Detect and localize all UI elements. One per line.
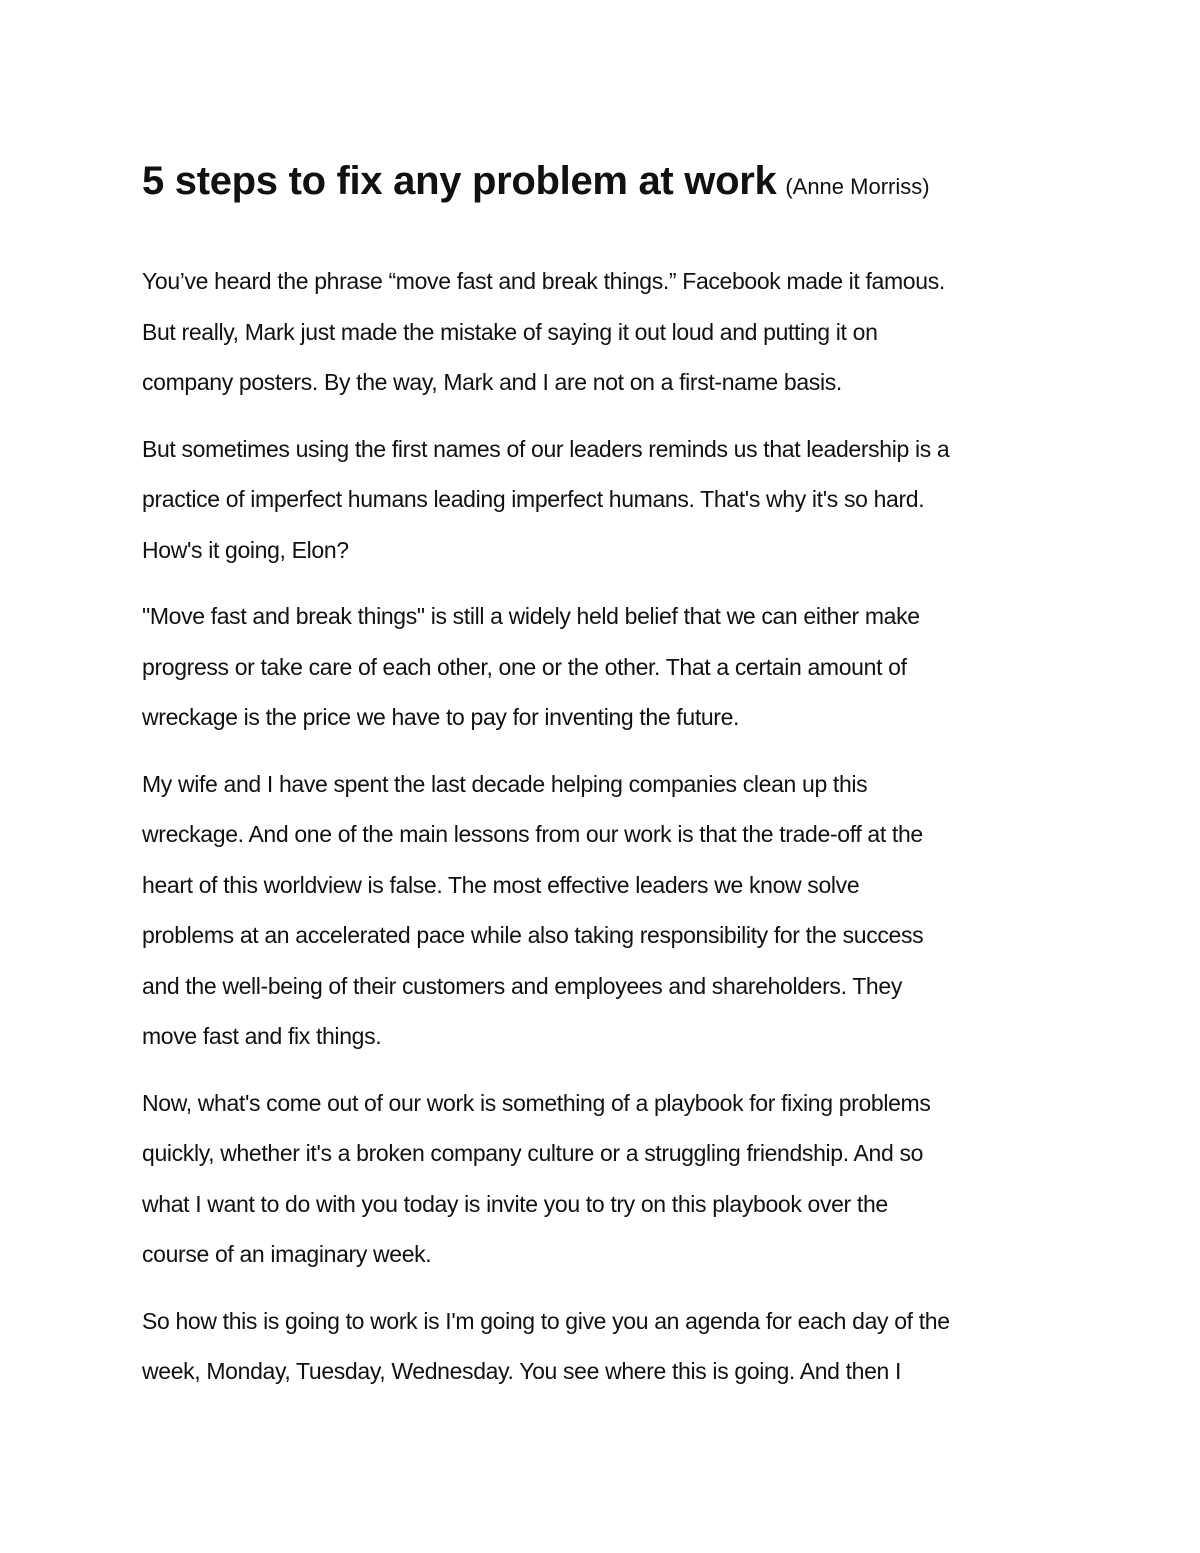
text-line: company posters. By the way, Mark and I are not on a first-name basis. (142, 369, 842, 395)
text-line: move fast and fix things. (142, 1023, 382, 1049)
text-line: quickly, whether it's a broken company culture or a struggling friendship. And so (142, 1140, 924, 1166)
text-line: But sometimes using the first names of our leaders reminds us that leadership is a (142, 435, 950, 462)
text-line: and the well-being of their customers and employees and shareholders. They (142, 972, 902, 999)
paragraph-2 (142, 424, 1072, 576)
text-line: But really, Mark just made the mistake of saying it out loud and putting it on (142, 318, 878, 345)
text-line: problems at an accelerated pace while also taking responsibility for the success (142, 922, 924, 948)
paragraph-4 (142, 759, 1072, 1062)
text-line: course of an imaginary week. (142, 1241, 432, 1267)
text-line: "Move fast and break things" is still a widely held belief that we can either make (142, 603, 920, 629)
text-line: what I want to do with you today is invite you to try on this playbook over the (142, 1190, 888, 1217)
paragraph-1 (142, 256, 1072, 408)
text-line: How's it going, Elon? (142, 536, 349, 563)
paragraph-5 (142, 1078, 1072, 1280)
text-line: wreckage is the price we have to pay for inventing the future. (142, 704, 740, 730)
text-line: heart of this worldview is false. The most effective leaders we know solve (142, 871, 860, 898)
author-name: (Anne Morriss) (785, 174, 930, 199)
paragraph-3 (142, 591, 1072, 743)
document-body (142, 150, 1072, 1413)
text-line: week, Monday, Tuesday, Wednesday. You see where this is going. And then I (142, 1358, 902, 1384)
text-line: You’ve heard the phrase “move fast and break things.” Facebook made it famous. (142, 268, 945, 294)
text-line: My wife and I have spent the last decade helping companies clean up this (142, 770, 868, 797)
title-text: 5 steps to fix any problem at work (142, 159, 777, 203)
document-title (142, 150, 1072, 218)
text-line: practice of imperfect humans leading imperfect humans. That's why it's so hard. (142, 486, 925, 512)
text-line: So how this is going to work is I'm going to give you an agenda for each day of the (142, 1307, 950, 1334)
text-line: Now, what's come out of our work is something of a playbook for fixing problems (142, 1089, 931, 1116)
paragraph-6 (142, 1296, 1072, 1397)
text-line: wreckage. And one of the main lessons from our work is that the trade-off at the (142, 821, 923, 847)
text-line: progress or take care of each other, one or the other. That a certain amount of (142, 653, 907, 680)
